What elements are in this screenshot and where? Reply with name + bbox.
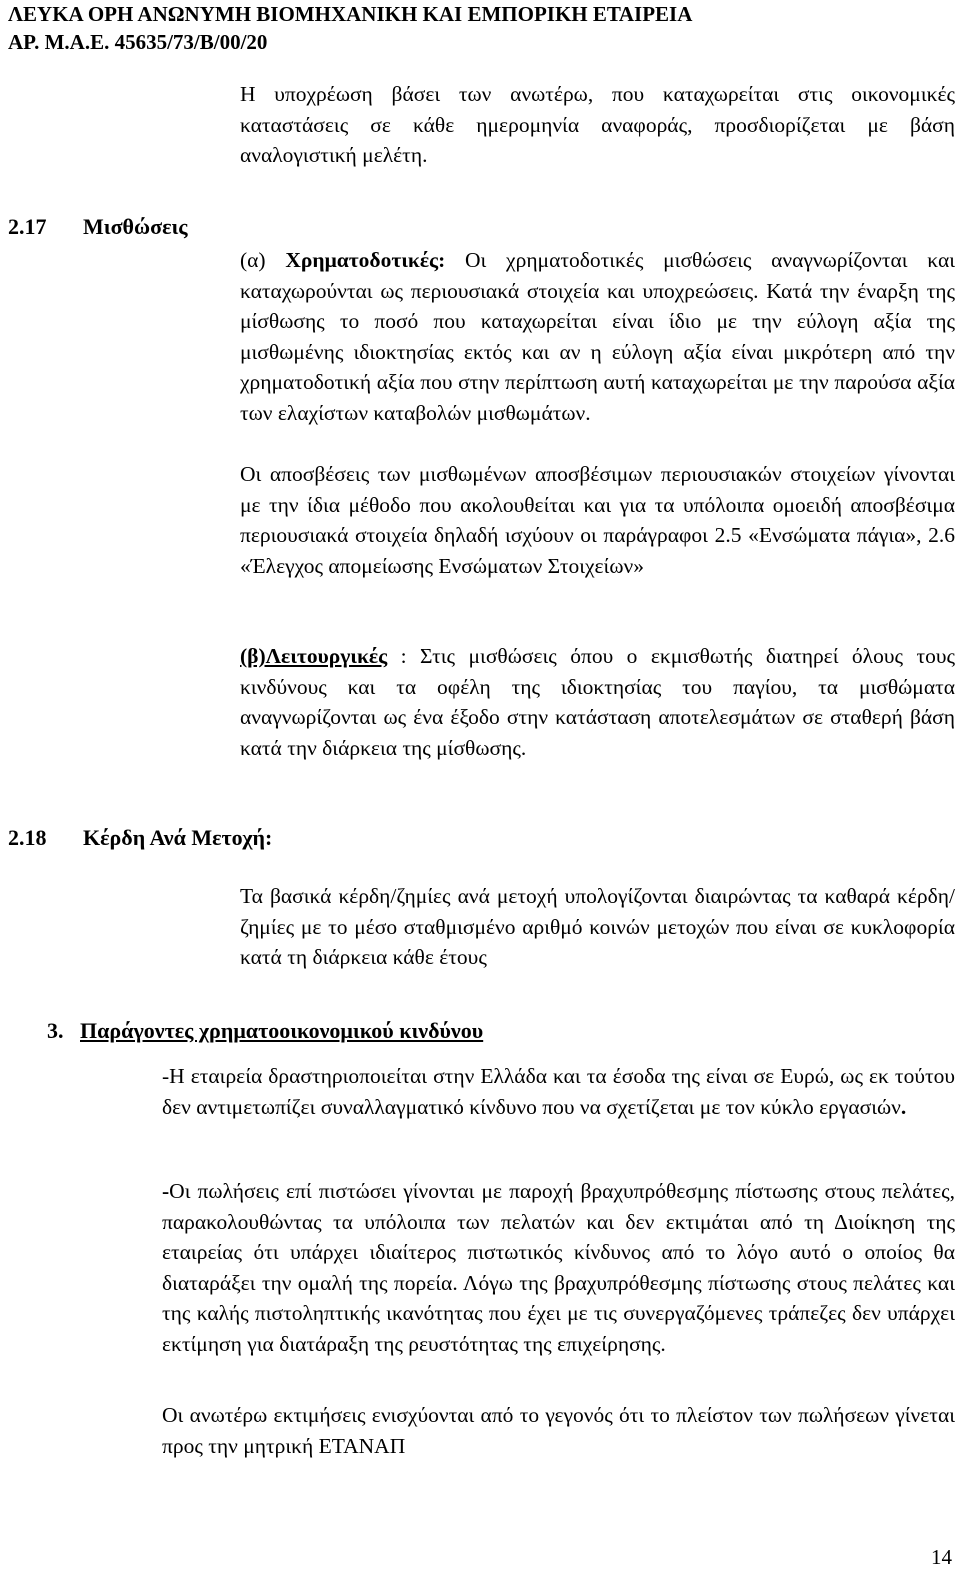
section-2-17-number: 2.17: [8, 214, 47, 239]
item-b-heading: (β)Λειτουργικές: [240, 644, 388, 668]
company-header: ΛΕΥΚΑ ΟΡΗ ΑΝΩΝΥΜΗ ΒΙΟΜΗΧΑΝΙΚΗ ΚΑΙ ΕΜΠΟΡΙΚΗ ΕΤΑΙΡΕΙΑ: [8, 2, 693, 26]
item-b-text: : Στις μισθώσεις όπου ο εκμισθωτής διατηρεί όλους τους κινδύνους και τα οφέλη της ιδιοκτησίας του παγίου, τα μισθώματα αναγνωρίζονται ως ένα έξοδο στην κατάσταση αποτελεσμάτων σε σταθερή βάση κατά την διάρκεια της μίσθωσης.: [240, 644, 955, 760]
section-3-number: 3.: [47, 1018, 64, 1043]
page-number: 14: [931, 1545, 952, 1569]
sales-paragraph: Οι ανωτέρω εκτιμήσεις ενισχύονται από το γεγονός ότι το πλείστον των πωλήσεων γίνεται προς την μητρική ΕΤΑΝΑΠ: [162, 1403, 955, 1458]
section-2-17-title: Μισθώσεις: [83, 214, 188, 239]
intro-paragraph: Η υποχρέωση βάσει των ανωτέρω, που καταχωρείται στις οικονομικές καταστάσεις σε κάθε ημερομηνία αναφοράς, προσδιορίζεται με βάση αναλογιστική μελέτη.: [240, 82, 955, 167]
section-3-title: Παράγοντες χρηματοοικονομικού κινδύνου: [80, 1018, 484, 1043]
currency-risk-text: -Η εταιρεία δραστηριοποιείται στην Ελλάδα και τα έσοδα της είναι σε Ευρώ, ως εκ τούτου δεν αντιμετωπίζει συναλλαγματικό κίνδυνο που να σχετίζεται με τον κύκλο εργασιών: [162, 1064, 955, 1119]
credit-risk-dash: -: [162, 1179, 170, 1203]
operating-lease-paragraph: [240, 641, 955, 763]
section-2-18-title: Κέρδη Ανά Μετοχή:: [83, 825, 273, 850]
item-a-text: Οι χρηματοδοτικές μισθώσεις αναγνωρίζονται και καταχωρούνται ως περιουσιακά στοιχεία και υποχρεώσεις. Κατά την έναρξη της μίσθωσης το ποσό που καταχωρείται είναι ίδιο με την εύλογη αξία της μισθωμένης ιδιοκτησίας εκτός και αν η εύλογη αξία είναι μικρότερη από την χρηματοδοτική αξία που στην περίπτωση αυτή καταχωρείται με την παρούσα αξία των ελαχίστων καταβολών μισθωμάτων.: [240, 248, 955, 425]
currency-risk-paragraph: [162, 1061, 955, 1122]
credit-risk-paragraph: [162, 1176, 955, 1359]
item-a-label: (α): [240, 248, 286, 272]
eps-paragraph: Τα βασικά κέρδη/ζημίες ανά μετοχή υπολογίζονται διαιρώντας τα καθαρά κέρδη/ζημίες με το μέσο σταθμισμένο αριθμό κοινών μετοχών που είναι σε κυκλοφορία κατά τη διάρκεια κάθε έτους: [240, 884, 955, 969]
section-2-18-number: 2.18: [8, 825, 47, 850]
item-a-heading: Χρηματοδοτικές:: [285, 248, 446, 272]
credit-risk-text: Οι πωλήσεις επί πιστώσει γίνονται με παροχή βραχυπρόθεσμης πίστωσης στους πελάτες, παρακολουθώντας τα υπόλοιπα των πελατών και δεν εκτιμάται από τη Διοίκηση της εταιρείας ότι υπάρχει ιδιαίτερος πιστωτικός κίνδυνος από το λόγο αυτό ο οποίος θα διαταράξει την ομαλή της πορεία. Λόγω της βραχυπρόθεσμης πίστωσης στους πελάτες και της καλής πιστοληπτικής ικανότητας που έχει με τις συνεργαζόμενες τράπεζες δεν υπάρχει εκτίμηση για διατάραξη της ρευστότητας της επιχείρησης.: [162, 1179, 955, 1356]
depreciation-paragraph: Οι αποσβέσεις των μισθωμένων αποσβέσιμων περιουσιακών στοιχείων γίνονται με την ίδια μέθοδο που ακολουθείται και για τα υπόλοιπα ομοειδή αποσβέσιμα περιουσιακά στοιχεία δηλαδή ισχύουν οι παράγραφοι 2.5 «Ενσώματα πάγια», 2.6 «Έλεγχος απομείωσης Ενσώματων Στοιχείων»: [240, 462, 955, 578]
currency-risk-period: .: [900, 1094, 907, 1119]
finance-lease-paragraph: [240, 245, 955, 428]
registration-number: ΑΡ. Μ.Α.Ε. 45635/73/Β/00/20: [8, 30, 268, 54]
